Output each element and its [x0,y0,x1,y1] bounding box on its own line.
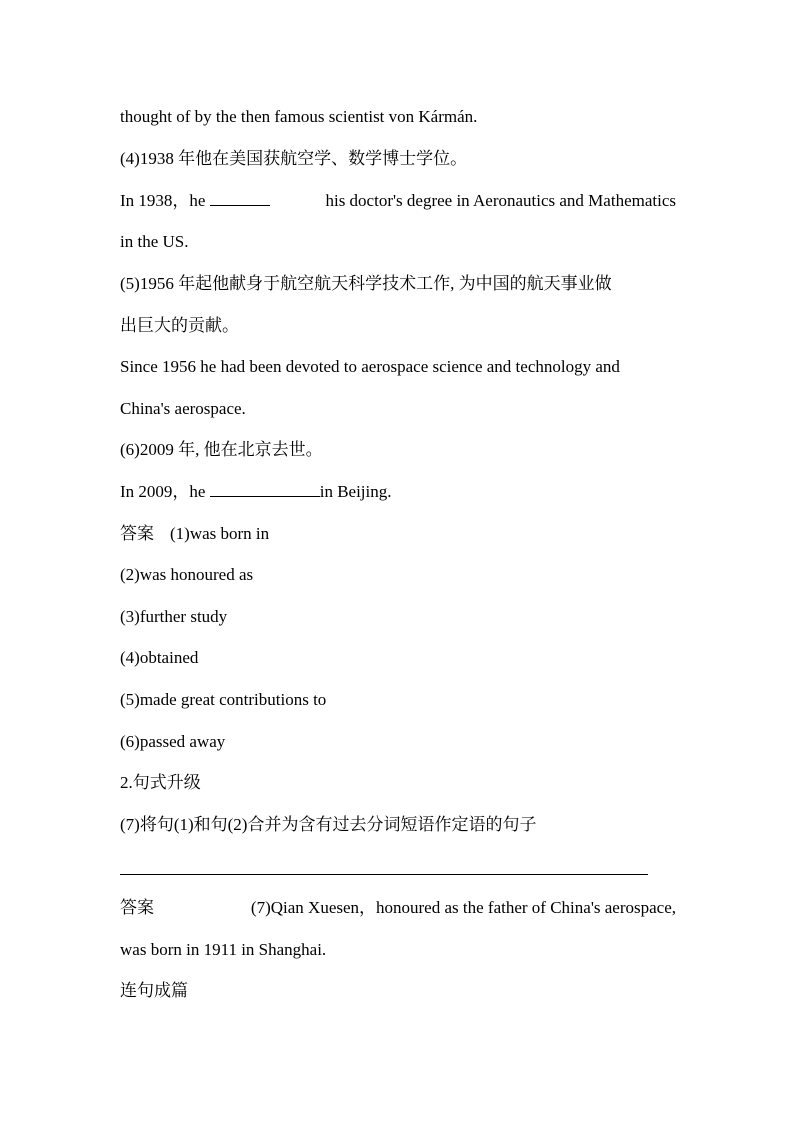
text-fragment: in Beijing. [319,482,392,501]
answer-blank-line [120,874,648,875]
question-4-chinese: (4)1938 年他在美国获航空学、数学博士学位。 [120,149,468,168]
question-6-english [120,481,676,503]
answer-5: (5)made great contributions to [120,690,327,709]
answer-1 [120,523,676,545]
question-7: (7)将句(1)和句(2)合并为含有过去分词短语作定语的句子 [120,815,537,834]
question-5-english: Since 1956 he had been devoted to aerospace science and technology and [120,357,620,376]
text-line: China's aerospace. [120,399,246,418]
fill-blank [210,482,320,497]
text-line: thought of by the then famous scientist von Kármán. [120,107,478,126]
question-4-english [120,190,676,212]
question-6-chinese: (6)2009 年, 他在北京去世。 [120,440,323,459]
text-line: 出巨大的贡献。 [120,316,239,335]
answer-7-continued: was born in 1911 in Shanghai. [120,940,327,959]
text-line: in the US. [120,232,189,251]
section-heading: 连句成篇 [120,981,188,1000]
text-fragment: In 2009，he [120,482,210,501]
answer-label: 答案 [120,898,154,917]
text-segment [120,190,270,212]
answer-3: (3)further study [120,607,228,626]
answer-label: 答案 [120,524,154,543]
answer-text: (1)was born in [170,524,270,543]
text-fragment: his doctor's degree in Aeronautics and Mathematics [325,191,676,210]
text-fragment: In 1938，he [120,191,210,210]
section-heading: 2.句式升级 [120,773,201,792]
answer-7 [120,897,676,919]
answer-text: (7)Qian Xuesen，honoured as the father of China's aerospace, [250,898,676,917]
fill-blank [210,191,270,206]
answer-6: (6)passed away [120,732,226,751]
question-5-chinese: (5)1956 年起他献身于航空航天科学技术工作, 为中国的航天事业做 [120,274,612,293]
answer-2: (2)was honoured as [120,565,254,584]
answer-4: (4)obtained [120,648,199,667]
